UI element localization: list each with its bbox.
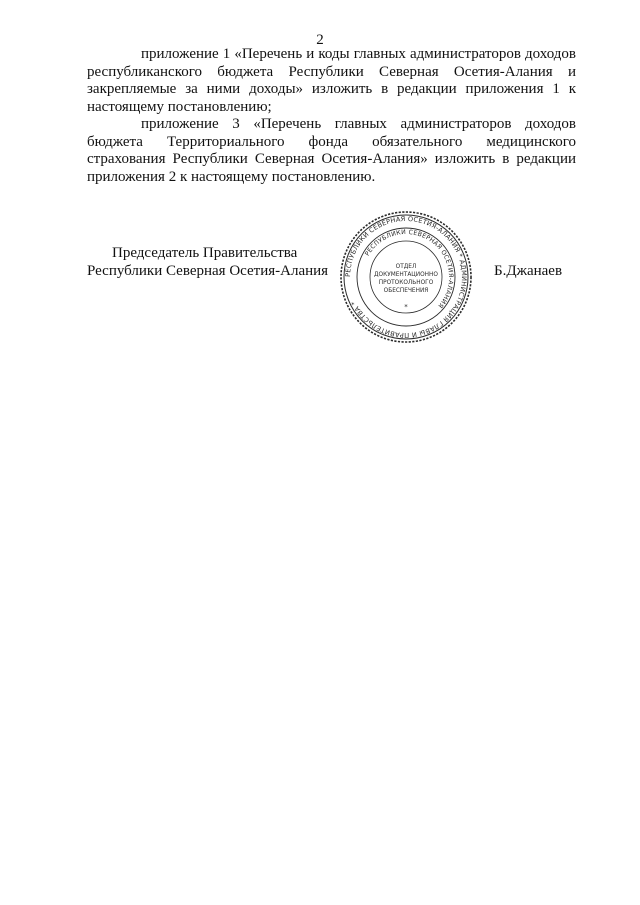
signatory-name: Б.Джанаев <box>494 263 563 279</box>
signatory-position <box>87 244 347 280</box>
seal-star-icon: * <box>404 303 408 311</box>
seal-center-line-1: ОТДЕЛ <box>395 264 417 270</box>
paragraph-appendix-3: приложение 3 «Перечень главных администраторов доходов бюджета Территориального фонда обязательного медицинского страхования Республики Северная Осетия-Алания» изложить в редакции приложения 2 к настоящему постановлению. <box>87 116 576 185</box>
paragraph-appendix-1: приложение 1 «Перечень и коды главных администраторов доходов республиканского бюджета Республики Северная Осетия-Алания и закрепляемые за ними доходы» изложить в редакции приложения 1 к настоящему постановлению; <box>87 46 576 115</box>
document-body <box>87 46 576 186</box>
page-number: 2 <box>316 32 324 48</box>
seal-center-line-2: ДОКУМЕНТАЦИОННО <box>374 272 438 278</box>
seal-inner-text: РЕСПУБЛИКИ СЕВЕРНАЯ ОСЕТИЯ-АЛАНИЯ <box>364 228 455 310</box>
seal-graphic <box>339 210 473 344</box>
signatory-position-line-2: Республики Северная Осетия-Алания <box>87 263 329 279</box>
seal-outer-text: РЕСПУБЛИКИ СЕВЕРНАЯ ОСЕТИЯ-АЛАНИЯ * АДМИНИСТРАЦИЯ ГЛАВЫ И ПРАВИТЕЛЬСТВА * <box>343 214 469 340</box>
signatory-position-line-1: Председатель Правительства <box>112 245 298 261</box>
seal-center-line-3: ПРОТОКОЛЬНОГО <box>378 280 434 286</box>
official-seal <box>339 210 473 344</box>
seal-center-line-4: ОБЕСПЕЧЕНИЯ <box>383 288 429 294</box>
